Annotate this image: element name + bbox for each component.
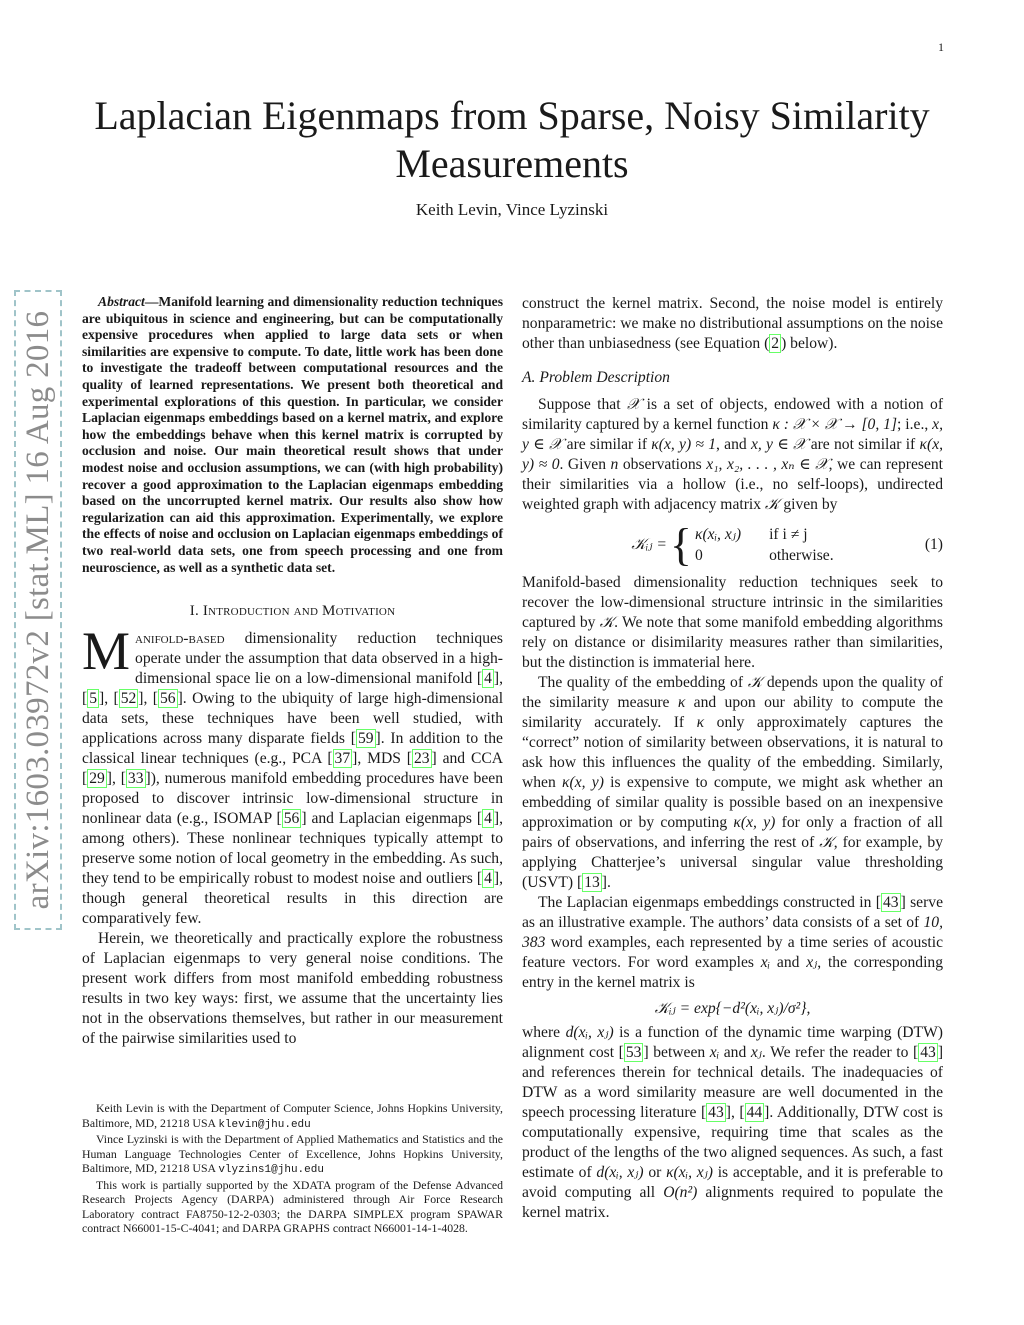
drop-cap-continuation: anifold-based bbox=[135, 630, 225, 648]
right-column bbox=[522, 294, 943, 1223]
paper-title: Laplacian Eigenmaps from Sparse, Noisy Similarity Measurements bbox=[94, 93, 930, 186]
citation-link[interactable]: 4 bbox=[484, 870, 492, 888]
citation-link[interactable]: 43 bbox=[708, 1104, 724, 1121]
email-link[interactable]: klevin@jhu.edu bbox=[218, 1118, 311, 1131]
citation-link[interactable]: 53 bbox=[625, 1044, 642, 1061]
email-link[interactable]: vlyzins1@jhu.edu bbox=[218, 1164, 324, 1176]
citation-link[interactable]: 5 bbox=[89, 690, 97, 708]
citation-link[interactable]: 43 bbox=[920, 1044, 936, 1061]
section-number: I. bbox=[189, 603, 203, 620]
equation-kernel: 𝒦ᵢⱼ = exp{−d²(xᵢ, xⱼ)/σ²}, bbox=[654, 1000, 811, 1017]
footnote-author-2: Vince Lyzinski is with the Department of Applied Mathematics and Statistics and the Human Language Technologies Center of Excellence, Johns Hopkins University, Baltimore, MD, 21218 USA vlyzins1@jhu.edu bbox=[82, 1132, 503, 1176]
citation-link[interactable]: 56 bbox=[283, 810, 300, 828]
paragraph-continuation: construct the kernel matrix. Second, the noise model is entirely nonparametric: we make no distributional assumptions on the noise other than unbiasedness (see Equation ( 2 ) below). bbox=[522, 295, 943, 352]
drop-cap: M bbox=[82, 621, 131, 682]
citation-link[interactable]: 56 bbox=[160, 690, 176, 708]
citation-link[interactable]: 29 bbox=[89, 770, 105, 788]
manifold-paragraph: Manifold-based dimensionality reduction techniques seek to recover the low-dimensional structure intrinsic in the similarities captured by 𝒦. We note that some manifold embedding algorithms rely on distance or disimilarity measures rather than similarities, but the distinction is immaterial here. bbox=[522, 574, 943, 671]
abstract-text: —Manifold learning and dimensionality reduction techniques are ubiquitous in science and engineering, but can be computationally expensive procedures when applied to large data sets or when similarities are expensive to compute. To date, little work has been done to investigate the tradeoff between computational resources and the quality of learned representations. We present both theoretical and experimental explorations of this question. In particular, we consider Laplacian eigenmaps embeddings based on a kernel matrix, and explore how the embeddings behave when this kernel matrix is corrupted by occlusion and noise. Our main theoretical result shows that under modest noise and occlusion assumptions, we can (with high probability) recover a good approximation to the Laplacian eigenmaps embedding based on the uncorrupted kernel matrix. Our results also show how regularization can aid this approximation. Experimentally, we explore the effects of noise and occlusion on Laplacian eigenmaps embeddings of two real-world data sets, one from speech processing and one from neuroscience, as well as a synthetic data set. bbox=[82, 294, 503, 575]
citation-link[interactable]: 44 bbox=[746, 1104, 763, 1121]
paper-authors: Keith Levin, Vince Lyzinski bbox=[415, 200, 609, 219]
left-column bbox=[82, 294, 503, 1049]
equation-cases: κ(xᵢ, xⱼ) if i ≠ j 0 otherwise. bbox=[694, 525, 834, 564]
section-title: Introduction and Motivation bbox=[202, 603, 396, 620]
citation-link[interactable]: 43 bbox=[882, 894, 899, 911]
footnote-author-1: Keith Levin is with the Department of Computer Science, Johns Hopkins University, Baltimore, MD, 21218 USA klevin@jhu.edu bbox=[82, 1101, 503, 1131]
equation-lhs: 𝒦ᵢⱼ = bbox=[631, 536, 667, 553]
left-brace: { bbox=[669, 519, 692, 570]
subsection-heading: A. Problem Description bbox=[522, 369, 670, 386]
citation-link[interactable]: 37 bbox=[334, 750, 351, 768]
intro-paragraph-1: Manifold-based dimensionality reduction techniques operate under the assumption that data observed in a high-dimensional space lie on a low-dimensional manifold [ 4 ], [ 5 ], [ 52 ], [ 56 ]. Owing to the ubiquity of large high-dimensional data sets, these techniques have been well studied, with applications across many disparate fields [ 59 ]. In addition to the classical linear techniques (e.g., PCA [ 37 ], MDS [ 23 ] and CCA [ 29 ], [ 33 ]), numerous manifold embedding procedures have been proposed to discover intrinsic low-dimensional structure in nonlinear data (e.g., ISOMAP [ 56 ] and Laplacian eigenmaps [ 4 ], among others). These nonlinear techniques typically attempt to preserve some notion of local geometry in the embedding. As such, they tend to be empirically robust to modest noise and outliers [ 4 ], though general theoretical results in this direction are comparatively few. bbox=[82, 621, 504, 928]
page-number: 1 bbox=[938, 40, 944, 54]
footnotes bbox=[82, 1101, 503, 1236]
abstract bbox=[82, 294, 503, 576]
citation-link[interactable]: 4 bbox=[484, 810, 492, 828]
citation-link[interactable]: 4 bbox=[484, 670, 492, 688]
citation-link[interactable]: 23 bbox=[413, 750, 430, 768]
citation-link[interactable]: 52 bbox=[120, 690, 137, 708]
arxiv-identifier-stamp[interactable]: arXiv:1603.03972v2 [stat.ML] 16 Aug 2016 bbox=[14, 290, 62, 930]
citation-link[interactable]: 33 bbox=[127, 770, 144, 788]
equation-link[interactable]: 2 bbox=[771, 335, 780, 352]
dtw-paragraph: where d(xᵢ, xⱼ) is a function of the dynamic time warping (DTW) alignment cost [ 53 ] between xᵢ and xⱼ. We refer the reader to [ 43 ] and references therein for technical details. The inadequacies of DTW as a word similarity measure are well documented in the speech processing literature [ 43 ], [ 44 ]. Additionally, DTW cost is computationally expensive, requiring time that scales as the product of the lengths of the two aligned sequences. As such, a fast estimate of d(xᵢ, xⱼ) or κ(xᵢ, xⱼ) is acceptable, and it is preferable to avoid computing all O(n²) alignments required to populate the kernel matrix. bbox=[522, 1024, 944, 1221]
section-heading bbox=[82, 601, 503, 621]
equation-1 bbox=[522, 519, 943, 570]
citation-link[interactable]: 13 bbox=[584, 874, 600, 891]
footnote-funding: This work is partially supported by the XDATA program of the Defense Advanced Research Projects Agency (DARPA) administered through Air Force Research Laboratory contract FA8750-12-2-0303; the DARPA SIMPLEX program SPAWAR contract N66001-15-C-4041; and DARPA GRAPHS contract N66001-14-1-4028. bbox=[82, 1177, 503, 1235]
problem-paragraph: Suppose that 𝒳 is a set of objects, endowed with a notion of similarity captured by a kernel function κ : 𝒳 × 𝒳 → [0, 1]; i.e., x, y ∈ 𝒳 are similar if κ(x, y) ≈ 1, and x, y ∈ 𝒳 are not similar if κ(x, y) ≈ 0. Given n observations x₁, x₂, . . . , xₙ ∈ 𝒳, we can represent their similarities via a hollow (i.e., no self-loops), undirected weighted graph with adjacency matrix 𝒦 given by bbox=[522, 396, 944, 513]
equation-number: (1) bbox=[924, 536, 943, 553]
laplacian-paragraph: The Laplacian eigenmaps embeddings constructed in [ 43 ] serve as an illustrative example. The authors’ data consists of a set of 10, 383 word examples, each represented by a time series of acoustic feature vectors. For word examples xᵢ and xⱼ, the corresponding entry in the kernel matrix is bbox=[522, 894, 943, 991]
intro-paragraph-2: Herein, we theoretically and practically explore the robustness of Laplacian eigenmaps to very general noise conditions. The present work differs from most manifold embedding robustness results in two key ways: first, we assume that the uncertainty lies not in the observations themselves, but rather in our measurement of the pairwise similarities used to bbox=[82, 930, 503, 1048]
abstract-label: Abstract bbox=[98, 294, 145, 309]
quality-paragraph: The quality of the embedding of 𝒦 depends upon the quality of the similarity measure κ and upon our ability to compute the similarity accurately. If κ only approximately captures the “correct” notion of similarity between observations, it is natural to ask how this influences the quality of the embedding. Similarly, when κ(x, y) is expensive to compute, we might ask whether an embedding of similar quality is possible based on an inexpensive approximation or by computing κ(x, y) for only a fraction of all pairs of observations, and inferring the rest of 𝒦, for example, by applying Chatterjee’s universal singular value thresholding (USVT) [ 13 ]. bbox=[522, 674, 944, 891]
citation-link[interactable]: 59 bbox=[357, 730, 374, 748]
